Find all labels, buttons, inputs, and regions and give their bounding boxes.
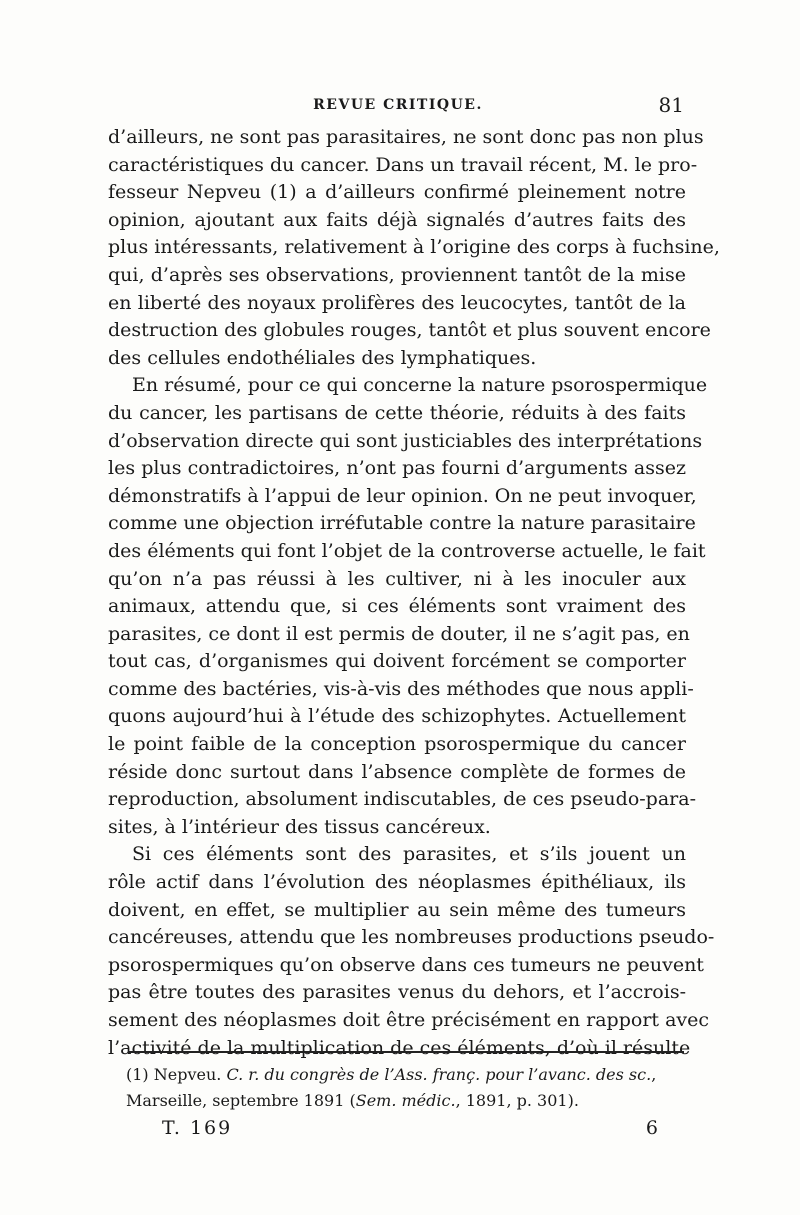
text-line: Si ces éléments sont des parasites, et s’ils jouent un [132, 843, 686, 866]
text-line: caractéristiques du cancer. Dans un travail récent, M. le pro- [108, 153, 698, 176]
footnote-line2-a: Marseille, septembre 1891 ( [126, 1091, 356, 1110]
text-line: d’observation directe qui sont justiciables des interprétations [108, 429, 703, 452]
text-line: parasites, ce dont il est permis de douter, il ne s’agit pas, en [108, 622, 690, 645]
footnote [126, 1062, 686, 1114]
footnote-line-2 [126, 1088, 686, 1114]
text-line: sement des néoplasmes doit être précisément en rapport avec [108, 1009, 710, 1031]
text-line: opinion, ajoutant aux faits déjà signalés d’autres faits des [108, 208, 686, 231]
running-title: REVUE CRITIQUE. [313, 97, 483, 113]
text-line: d’ailleurs, ne sont pas parasitaires, ne sont donc pas non plus [108, 126, 704, 148]
text-line: des cellules endothéliales des lymphatiques. [108, 346, 537, 369]
volume-mark: T. 169 [162, 1117, 233, 1139]
text-line: pas être toutes des parasites venus du dehors, et l’accrois- [108, 981, 686, 1004]
text-line: réside donc surtout dans l’absence complète de formes de [108, 760, 686, 783]
text-line: comme des bactéries, vis-à-vis des méthodes que nous appli- [108, 677, 694, 700]
text-line: En résumé, pour ce qui concerne la nature psorospermique [132, 374, 708, 397]
text-line: des éléments qui font l’objet de la controverse actuelle, le fait [108, 539, 706, 562]
text-line: sites, à l’intérieur des tissus cancéreux. [108, 815, 491, 838]
text-line: comme une objection irréfutable contre la nature parasitaire [108, 512, 696, 535]
text-line: plus intéressants, relativement à l’origine des corps à fuchsine, [108, 236, 720, 259]
footnote-rule [128, 1051, 684, 1053]
sheet-number: 6 [645, 1117, 658, 1139]
text-line: tout cas, d’organismes qui doivent forcément se comporter [108, 650, 686, 673]
text-line: le point faible de la conception psorospermique du cancer [108, 733, 686, 756]
text-line: les plus contradictoires, n’ont pas fourni d’arguments assez [108, 457, 686, 480]
footnote-marker: (1) Nepveu. [126, 1065, 222, 1084]
text-line: en liberté des noyaux prolifères des leucocytes, tantôt de la [108, 291, 686, 314]
text-line: rôle actif dans l’évolution des néoplasmes épithéliaux, ils [108, 871, 686, 894]
text-line: quons aujourd’hui à l’étude des schizophytes. Actuellement [108, 705, 686, 728]
footnote-source: C. r. du congrès de l’Ass. franç. pour l’avanc. des sc. [226, 1065, 652, 1084]
printer-signature [162, 1117, 658, 1145]
page-header [108, 93, 688, 123]
text-line: destruction des globules rouges, tantôt et plus souvent encore [108, 319, 711, 342]
footnote-line-1 [126, 1062, 686, 1088]
footnote-line2-b: , 1891, p. 301). [455, 1091, 579, 1110]
text-line: qu’on n’a pas réussi à les cultiver, ni à les inoculer aux [108, 567, 686, 590]
text-line: qui, d’après ses observations, proviennent tantôt de la mise [108, 263, 686, 286]
text-line: cancéreuses, attendu que les nombreuses productions pseudo- [108, 926, 715, 949]
text-line: fesseur Nepveu (1) a d’ailleurs confirmé pleinement notre [108, 181, 686, 204]
footnote-sep: , [651, 1065, 657, 1084]
footnote-line2-italic: Sem. médic. [355, 1091, 456, 1110]
text-line: du cancer, les partisans de cette théorie, réduits à des faits [108, 401, 686, 424]
text-line: psorospermiques qu’on observe dans ces tumeurs ne peuvent [108, 953, 704, 976]
page-number: 81 [658, 93, 684, 117]
text-line: reproduction, absolument indiscutables, de ces pseudo-para- [108, 788, 696, 811]
text-line: doivent, en effet, se multiplier au sein même des tumeurs [108, 898, 686, 921]
text-line: l’activité de la multiplication de ces éléments, d’où il résulte [108, 1036, 691, 1059]
text-line: démonstratifs à l’appui de leur opinion. On ne peut invoquer, [108, 484, 697, 507]
text-line: animaux, attendu que, si ces éléments sont vraiment des [108, 595, 686, 618]
body-text [108, 124, 720, 1062]
